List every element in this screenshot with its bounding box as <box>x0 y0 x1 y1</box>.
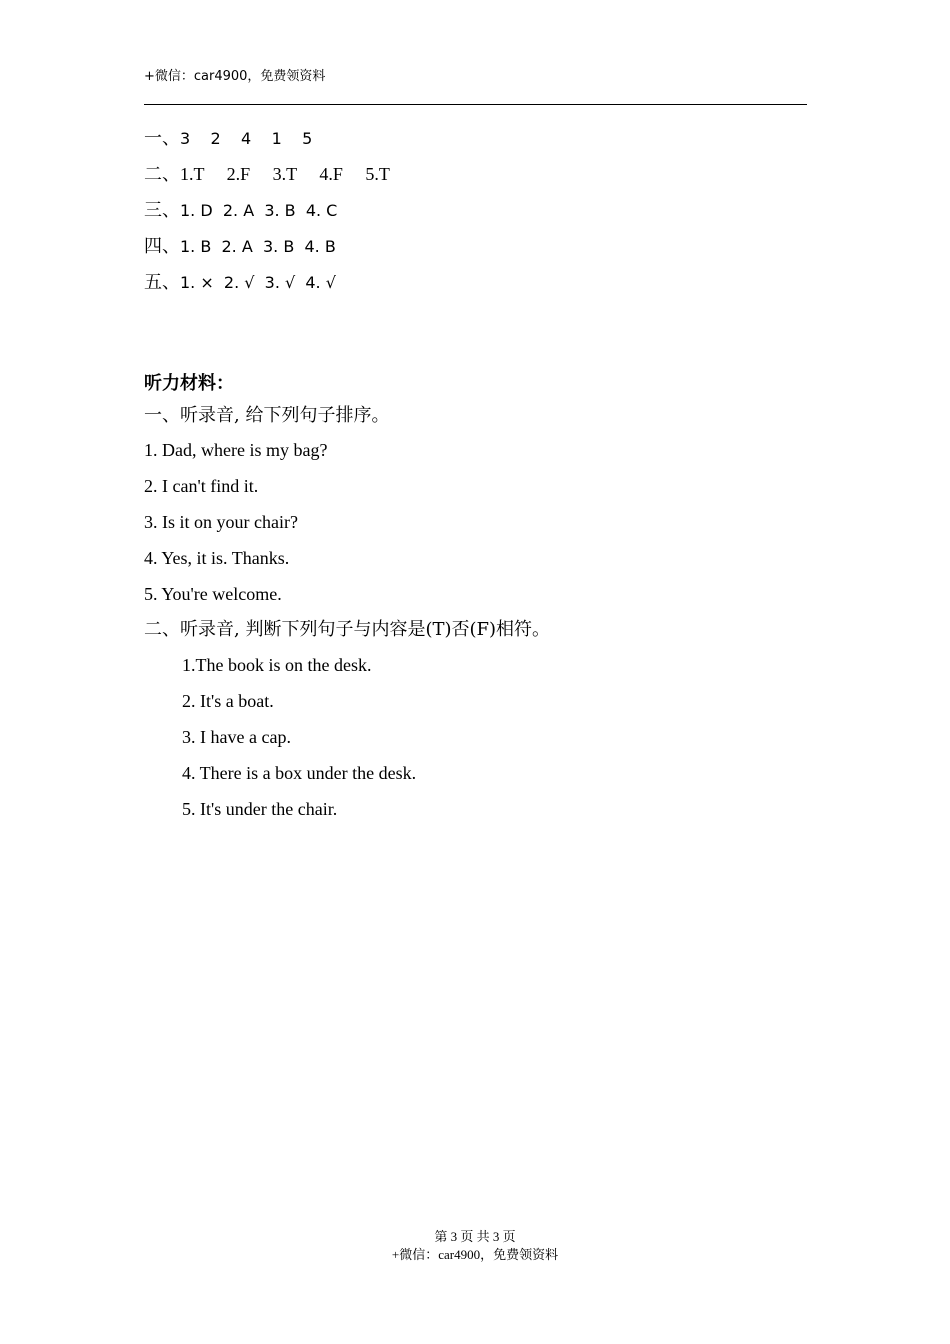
answer-prefix: 二、 <box>144 164 180 185</box>
answer-prefix: 三、 <box>144 200 180 221</box>
section1-item: 5. You're welcome. <box>144 584 282 604</box>
section2-item: 3. I have a cap. <box>182 727 291 747</box>
header-watermark: +微信：car4900，免费领资料 <box>144 69 326 84</box>
answer-prefix: 四、 <box>144 236 180 257</box>
answer-row-5 <box>144 270 336 295</box>
section2-item: 5. It's under the chair. <box>182 799 338 819</box>
header-divider <box>144 104 807 105</box>
answer-prefix: 五、 <box>144 272 180 293</box>
answer-row-1 <box>144 126 312 151</box>
answer-text: 3 2 4 1 5 <box>180 129 313 148</box>
section1-item: 4. Yes, it is. Thanks. <box>144 548 290 568</box>
page-number: 第 3 页 共 3 页 <box>434 1229 516 1244</box>
footer-watermark: +微信：car4900，免费领资料 <box>391 1247 559 1262</box>
section2-item: 4. There is a box under the desk. <box>182 763 417 783</box>
answer-prefix: 一、 <box>144 128 180 149</box>
section1-item: 3. Is it on your chair? <box>144 512 298 532</box>
section1-item: 2. I can't find it. <box>144 476 259 496</box>
section1-heading: 一、听录音, 给下列句子排序。 <box>144 405 390 426</box>
answer-text: 1. B 2. A 3. B 4. B <box>180 237 336 256</box>
section2-heading: 二、听录音, 判断下列句子与内容是(T)否(F)相符。 <box>144 619 551 640</box>
answer-row-3 <box>144 198 337 223</box>
listening-title: 听力材料： <box>144 373 234 394</box>
answer-text: 1. D 2. A 3. B 4. C <box>180 201 338 220</box>
section2-item: 2. It's a boat. <box>182 691 274 711</box>
section1-item: 1. Dad, where is my bag? <box>144 440 328 460</box>
answer-text: 1. × 2. √ 3. √ 4. √ <box>180 273 336 292</box>
answer-row-4 <box>144 234 336 259</box>
section2-item: 1.The book is on the desk. <box>182 655 372 675</box>
answer-row-2 <box>144 162 390 187</box>
answer-text: 1.T 2.F 3.T 4.F 5.T <box>180 164 390 184</box>
